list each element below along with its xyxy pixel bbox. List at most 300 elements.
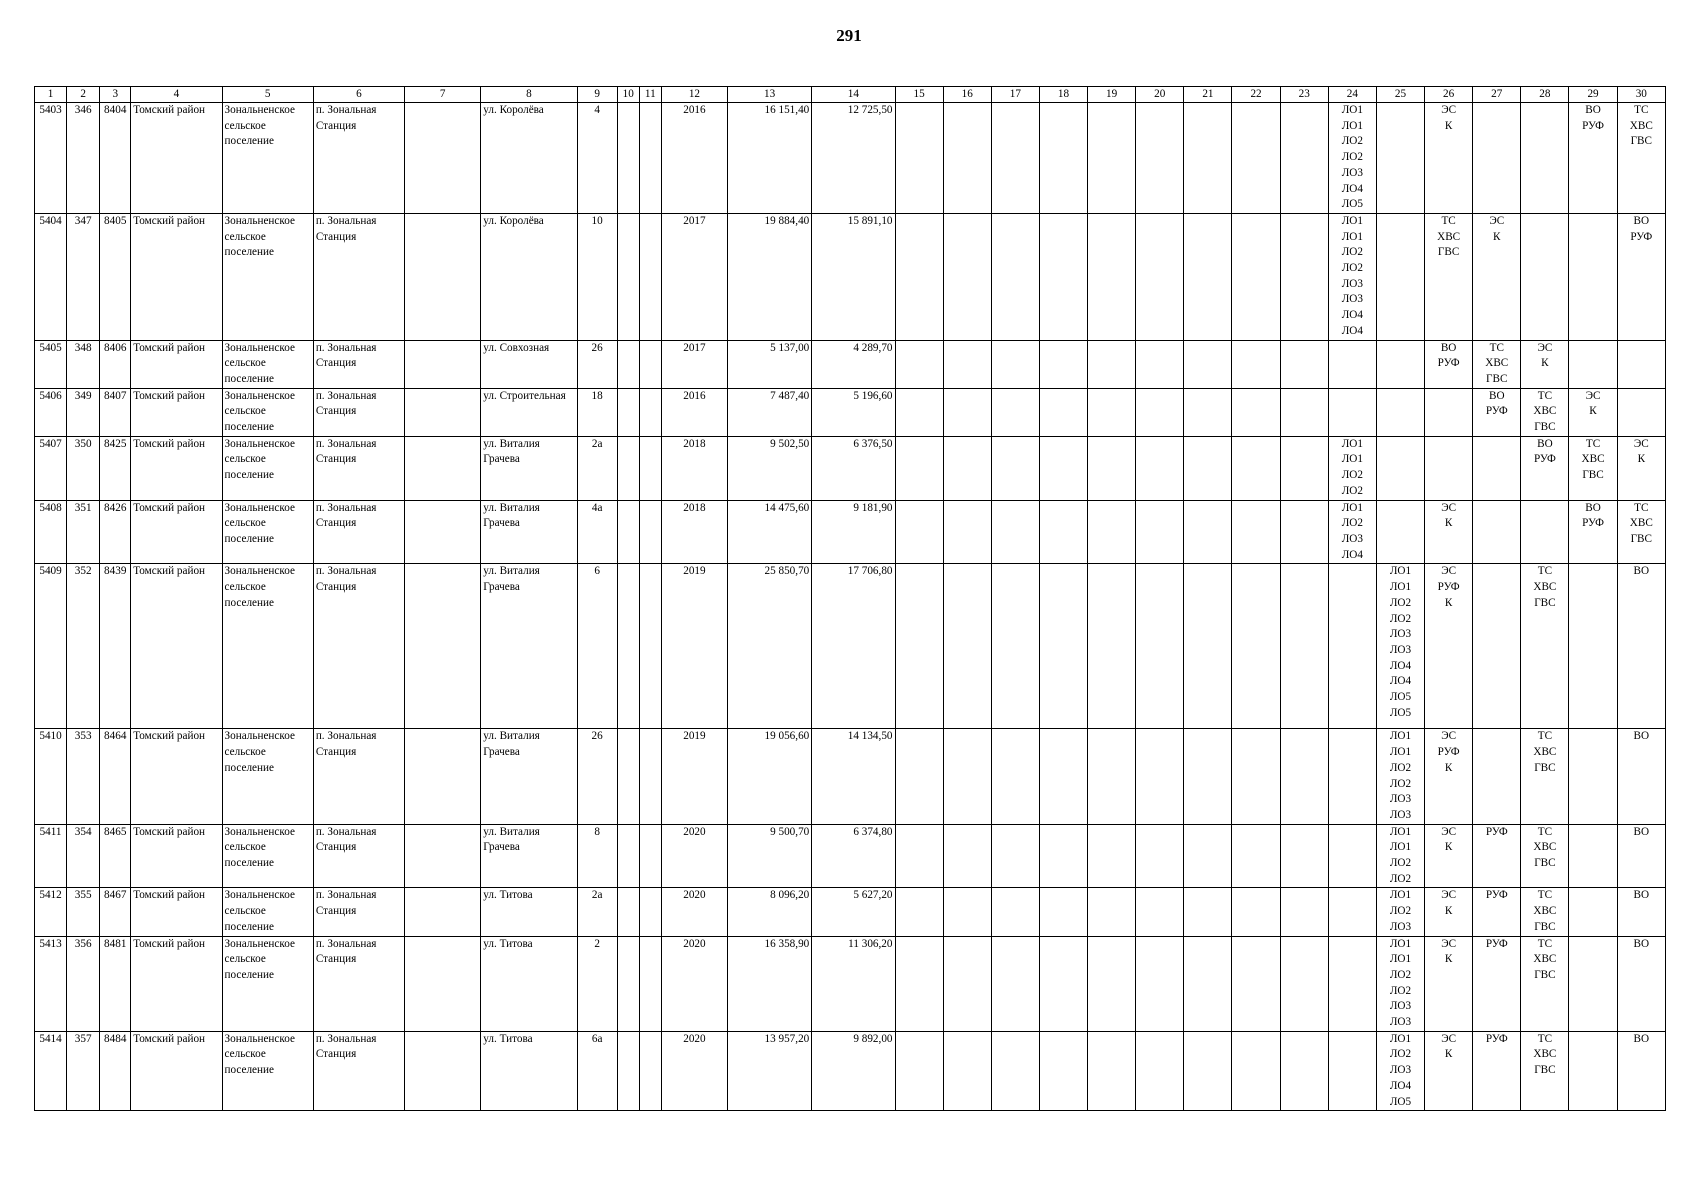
table-cell-col-23	[1280, 213, 1328, 340]
table-cell-col-22	[1232, 500, 1280, 564]
table-cell-col-17	[991, 824, 1039, 888]
table-cell-col-3: 8484	[100, 1031, 131, 1111]
table-cell-col-6: п. Зональная Станция	[313, 729, 404, 824]
table-cell-col-10	[617, 103, 639, 214]
table-cell-col-28	[1521, 103, 1569, 214]
table-cell-col-28: ТС ХВС ГВС	[1521, 729, 1569, 824]
table-cell-col-16	[943, 436, 991, 500]
column-header-17: 17	[991, 87, 1039, 103]
table-cell-col-25: ЛО1 ЛО2 ЛО3 ЛО4 ЛО5	[1376, 1031, 1424, 1111]
table-cell-col-14: 5 627,20	[812, 888, 895, 936]
table-cell-col-20	[1136, 103, 1184, 214]
table-cell-col-18	[1039, 213, 1087, 340]
table-cell-col-19	[1088, 888, 1136, 936]
table-cell-col-4: Томский район	[131, 824, 222, 888]
table-cell-col-7	[405, 888, 481, 936]
table-cell-col-12: 2020	[661, 1031, 727, 1111]
table-cell-col-9: 26	[577, 340, 617, 388]
table-cell-col-16	[943, 340, 991, 388]
table-cell-col-11	[639, 213, 661, 340]
table-cell-col-3: 8481	[100, 936, 131, 1031]
table-row	[35, 888, 1666, 936]
table-cell-col-25: ЛО1 ЛО1 ЛО2 ЛО2 ЛО3 ЛО3 ЛО4 ЛО4 ЛО5 ЛО5	[1376, 564, 1424, 729]
table-cell-col-17	[991, 103, 1039, 214]
table-cell-col-8: ул. Виталия Грачева	[481, 729, 577, 824]
table-cell-col-28: ТС ХВС ГВС	[1521, 564, 1569, 729]
table-cell-col-21	[1184, 936, 1232, 1031]
table-cell-col-20	[1136, 1031, 1184, 1111]
table-cell-col-19	[1088, 213, 1136, 340]
table-cell-col-27: ВО РУФ	[1473, 388, 1521, 436]
table-cell-col-2: 352	[67, 564, 100, 729]
table-cell-col-22	[1232, 824, 1280, 888]
table-cell-col-11	[639, 436, 661, 500]
table-cell-col-12: 2016	[661, 388, 727, 436]
table-cell-col-5: Зональненское сельское поселение	[222, 564, 313, 729]
table-cell-col-27	[1473, 436, 1521, 500]
table-cell-col-7	[405, 564, 481, 729]
table-cell-col-24	[1328, 388, 1376, 436]
table-cell-col-18	[1039, 729, 1087, 824]
table-cell-col-11	[639, 564, 661, 729]
table-cell-col-22	[1232, 388, 1280, 436]
table-cell-col-8: ул. Виталия Грачева	[481, 436, 577, 500]
table-cell-col-1: 5413	[35, 936, 67, 1031]
table-cell-col-5: Зональненское сельское поселение	[222, 103, 313, 214]
column-header-26: 26	[1425, 87, 1473, 103]
table-cell-col-8: ул. Виталия Грачева	[481, 564, 577, 729]
table-cell-col-24: ЛО1 ЛО2 ЛО3 ЛО4	[1328, 500, 1376, 564]
table-row	[35, 388, 1666, 436]
table-cell-col-23	[1280, 388, 1328, 436]
table-cell-col-15	[895, 1031, 943, 1111]
table-cell-col-21	[1184, 340, 1232, 388]
table-cell-col-17	[991, 729, 1039, 824]
table-cell-col-20	[1136, 340, 1184, 388]
table-cell-col-7	[405, 1031, 481, 1111]
table-cell-col-13: 5 137,00	[728, 340, 812, 388]
column-header-15: 15	[895, 87, 943, 103]
table-cell-col-15	[895, 388, 943, 436]
table-cell-col-27: РУФ	[1473, 888, 1521, 936]
column-header-8: 8	[481, 87, 577, 103]
table-cell-col-3: 8404	[100, 103, 131, 214]
column-header-20: 20	[1136, 87, 1184, 103]
column-header-5: 5	[222, 87, 313, 103]
table-cell-col-4: Томский район	[131, 500, 222, 564]
table-cell-col-18	[1039, 103, 1087, 214]
table-cell-col-18	[1039, 500, 1087, 564]
table-cell-col-2: 354	[67, 824, 100, 888]
table-cell-col-22	[1232, 340, 1280, 388]
table-cell-col-17	[991, 888, 1039, 936]
table-cell-col-6: п. Зональная Станция	[313, 1031, 404, 1111]
table-cell-col-1: 5403	[35, 103, 67, 214]
table-cell-col-18	[1039, 340, 1087, 388]
table-cell-col-21	[1184, 729, 1232, 824]
table-cell-col-1: 5412	[35, 888, 67, 936]
table-cell-col-20	[1136, 388, 1184, 436]
table-cell-col-13: 16 358,90	[728, 936, 812, 1031]
table-cell-col-27: ТС ХВС ГВС	[1473, 340, 1521, 388]
table-cell-col-20	[1136, 729, 1184, 824]
column-header-3: 3	[100, 87, 131, 103]
table-cell-col-23	[1280, 729, 1328, 824]
table-cell-col-25	[1376, 213, 1424, 340]
column-header-21: 21	[1184, 87, 1232, 103]
table-cell-col-9: 4	[577, 103, 617, 214]
table-cell-col-13: 7 487,40	[728, 388, 812, 436]
column-header-11: 11	[639, 87, 661, 103]
table-cell-col-18	[1039, 936, 1087, 1031]
table-cell-col-12: 2017	[661, 213, 727, 340]
table-cell-col-9: 8	[577, 824, 617, 888]
table-cell-col-19	[1088, 824, 1136, 888]
table-cell-col-24	[1328, 564, 1376, 729]
table-cell-col-21	[1184, 1031, 1232, 1111]
table-cell-col-10	[617, 213, 639, 340]
table-cell-col-23	[1280, 500, 1328, 564]
column-header-23: 23	[1280, 87, 1328, 103]
table-cell-col-8: ул. Строительная	[481, 388, 577, 436]
table-cell-col-29	[1569, 213, 1617, 340]
table-cell-col-23	[1280, 103, 1328, 214]
table-cell-col-27	[1473, 500, 1521, 564]
table-cell-col-10	[617, 500, 639, 564]
column-header-28: 28	[1521, 87, 1569, 103]
table-cell-col-3: 8407	[100, 388, 131, 436]
table-cell-col-6: п. Зональная Станция	[313, 103, 404, 214]
table-cell-col-27: ЭС К	[1473, 213, 1521, 340]
table-cell-col-17	[991, 436, 1039, 500]
table-cell-col-8: ул. Королёва	[481, 103, 577, 214]
table-cell-col-1: 5408	[35, 500, 67, 564]
table-cell-col-25	[1376, 436, 1424, 500]
table-cell-col-8: ул. Королёва	[481, 213, 577, 340]
table-cell-col-16	[943, 888, 991, 936]
table-cell-col-5: Зональненское сельское поселение	[222, 436, 313, 500]
table-cell-col-20	[1136, 436, 1184, 500]
table-cell-col-17	[991, 936, 1039, 1031]
table-row	[35, 729, 1666, 824]
table-cell-col-13: 9 500,70	[728, 824, 812, 888]
table-cell-col-26: ВО РУФ	[1425, 340, 1473, 388]
column-header-24: 24	[1328, 87, 1376, 103]
table-cell-col-2: 346	[67, 103, 100, 214]
table-cell-col-25: ЛО1 ЛО1 ЛО2 ЛО2	[1376, 824, 1424, 888]
table-cell-col-28	[1521, 213, 1569, 340]
table-cell-col-20	[1136, 824, 1184, 888]
table-cell-col-19	[1088, 340, 1136, 388]
column-header-29: 29	[1569, 87, 1617, 103]
table-row	[35, 564, 1666, 729]
table-cell-col-16	[943, 824, 991, 888]
table-cell-col-30	[1617, 340, 1665, 388]
table-cell-col-30: ВО	[1617, 824, 1665, 888]
table-cell-col-5: Зональненское сельское поселение	[222, 500, 313, 564]
table-cell-col-2: 350	[67, 436, 100, 500]
table-cell-col-16	[943, 729, 991, 824]
table-cell-col-14: 5 196,60	[812, 388, 895, 436]
table-cell-col-11	[639, 888, 661, 936]
table-cell-col-29	[1569, 340, 1617, 388]
table-cell-col-1: 5405	[35, 340, 67, 388]
table-cell-col-30: ТС ХВС ГВС	[1617, 103, 1665, 214]
table-cell-col-14: 14 134,50	[812, 729, 895, 824]
table-cell-col-15	[895, 436, 943, 500]
table-cell-col-22	[1232, 1031, 1280, 1111]
table-cell-col-22	[1232, 213, 1280, 340]
table-cell-col-19	[1088, 936, 1136, 1031]
table-body	[35, 103, 1666, 1111]
table-cell-col-21	[1184, 213, 1232, 340]
table-cell-col-28: ТС ХВС ГВС	[1521, 824, 1569, 888]
table-cell-col-13: 19 056,60	[728, 729, 812, 824]
table-cell-col-3: 8425	[100, 436, 131, 500]
table-cell-col-6: п. Зональная Станция	[313, 824, 404, 888]
table-cell-col-16	[943, 1031, 991, 1111]
table-cell-col-9: 26	[577, 729, 617, 824]
table-cell-col-26: ЭС К	[1425, 103, 1473, 214]
table-cell-col-8: ул. Виталия Грачева	[481, 500, 577, 564]
column-header-10: 10	[617, 87, 639, 103]
table-cell-col-10	[617, 888, 639, 936]
table-cell-col-29	[1569, 824, 1617, 888]
table-cell-col-5: Зональненское сельское поселение	[222, 824, 313, 888]
table-cell-col-25	[1376, 103, 1424, 214]
table-row	[35, 936, 1666, 1031]
table-cell-col-30: ВО	[1617, 888, 1665, 936]
table-cell-col-3: 8467	[100, 888, 131, 936]
table-cell-col-9: 18	[577, 388, 617, 436]
table-cell-col-28: ЭС К	[1521, 340, 1569, 388]
table-cell-col-7	[405, 340, 481, 388]
table-cell-col-5: Зональненское сельское поселение	[222, 340, 313, 388]
table-cell-col-27: РУФ	[1473, 824, 1521, 888]
table-cell-col-4: Томский район	[131, 213, 222, 340]
table-cell-col-24	[1328, 936, 1376, 1031]
table-cell-col-4: Томский район	[131, 436, 222, 500]
column-header-4: 4	[131, 87, 222, 103]
table-cell-col-5: Зональненское сельское поселение	[222, 388, 313, 436]
table-cell-col-2: 349	[67, 388, 100, 436]
table-cell-col-14: 6 374,80	[812, 824, 895, 888]
table-cell-col-2: 353	[67, 729, 100, 824]
table-cell-col-4: Томский район	[131, 564, 222, 729]
table-cell-col-30	[1617, 388, 1665, 436]
table-cell-col-10	[617, 936, 639, 1031]
table-cell-col-26: ТС ХВС ГВС	[1425, 213, 1473, 340]
table-cell-col-18	[1039, 388, 1087, 436]
table-cell-col-23	[1280, 936, 1328, 1031]
table-cell-col-7	[405, 936, 481, 1031]
table-cell-col-9: 10	[577, 213, 617, 340]
table-cell-col-1: 5410	[35, 729, 67, 824]
table-cell-col-10	[617, 388, 639, 436]
table-cell-col-5: Зональненское сельское поселение	[222, 888, 313, 936]
table-cell-col-26: ЭС К	[1425, 824, 1473, 888]
table-cell-col-11	[639, 340, 661, 388]
table-cell-col-24	[1328, 1031, 1376, 1111]
table-cell-col-1: 5414	[35, 1031, 67, 1111]
table-cell-col-13: 25 850,70	[728, 564, 812, 729]
table-cell-col-13: 8 096,20	[728, 888, 812, 936]
table-cell-col-29	[1569, 936, 1617, 1031]
table-cell-col-1: 5411	[35, 824, 67, 888]
table-cell-col-20	[1136, 936, 1184, 1031]
table-cell-col-6: п. Зональная Станция	[313, 436, 404, 500]
table-cell-col-6: п. Зональная Станция	[313, 564, 404, 729]
table-cell-col-23	[1280, 436, 1328, 500]
register-table	[34, 86, 1666, 1111]
table-cell-col-21	[1184, 103, 1232, 214]
table-cell-col-17	[991, 388, 1039, 436]
table-cell-col-18	[1039, 888, 1087, 936]
table-cell-col-3: 8405	[100, 213, 131, 340]
table-cell-col-10	[617, 340, 639, 388]
table-cell-col-27	[1473, 729, 1521, 824]
table-cell-col-3: 8464	[100, 729, 131, 824]
column-header-7: 7	[405, 87, 481, 103]
table-cell-col-12: 2017	[661, 340, 727, 388]
table-cell-col-25	[1376, 500, 1424, 564]
column-header-14: 14	[812, 87, 895, 103]
table-cell-col-14: 4 289,70	[812, 340, 895, 388]
table-cell-col-10	[617, 729, 639, 824]
table-cell-col-14: 17 706,80	[812, 564, 895, 729]
table-cell-col-8: ул. Титова	[481, 936, 577, 1031]
table-cell-col-12: 2020	[661, 888, 727, 936]
table-cell-col-17	[991, 564, 1039, 729]
column-header-2: 2	[67, 87, 100, 103]
table-cell-col-4: Томский район	[131, 1031, 222, 1111]
table-row	[35, 824, 1666, 888]
table-cell-col-12: 2020	[661, 824, 727, 888]
table-cell-col-23	[1280, 340, 1328, 388]
table-cell-col-19	[1088, 436, 1136, 500]
table-cell-col-2: 355	[67, 888, 100, 936]
column-header-13: 13	[728, 87, 812, 103]
table-cell-col-28: ТС ХВС ГВС	[1521, 388, 1569, 436]
table-cell-col-1: 5404	[35, 213, 67, 340]
table-cell-col-24	[1328, 340, 1376, 388]
table-cell-col-25: ЛО1 ЛО1 ЛО2 ЛО2 ЛО3 ЛО3	[1376, 936, 1424, 1031]
table-cell-col-23	[1280, 824, 1328, 888]
table-cell-col-28: ТС ХВС ГВС	[1521, 888, 1569, 936]
table-cell-col-10	[617, 436, 639, 500]
table-cell-col-15	[895, 824, 943, 888]
table-cell-col-19	[1088, 388, 1136, 436]
table-cell-col-10	[617, 1031, 639, 1111]
table-cell-col-30: ВО РУФ	[1617, 213, 1665, 340]
table-cell-col-2: 348	[67, 340, 100, 388]
table-cell-col-14: 9 892,00	[812, 1031, 895, 1111]
table-cell-col-19	[1088, 1031, 1136, 1111]
table-cell-col-29	[1569, 1031, 1617, 1111]
table-cell-col-15	[895, 888, 943, 936]
table-cell-col-29: ВО РУФ	[1569, 103, 1617, 214]
table-cell-col-26: ЭС РУФ К	[1425, 729, 1473, 824]
table-cell-col-21	[1184, 824, 1232, 888]
table-cell-col-2: 357	[67, 1031, 100, 1111]
table-cell-col-30: ЭС К	[1617, 436, 1665, 500]
table-cell-col-7	[405, 500, 481, 564]
table-cell-col-5: Зональненское сельское поселение	[222, 213, 313, 340]
table-cell-col-24	[1328, 888, 1376, 936]
table-cell-col-27	[1473, 564, 1521, 729]
table-cell-col-11	[639, 824, 661, 888]
table-cell-col-6: п. Зональная Станция	[313, 936, 404, 1031]
table-cell-col-24: ЛО1 ЛО1 ЛО2 ЛО2	[1328, 436, 1376, 500]
table-cell-col-26: ЭС К	[1425, 500, 1473, 564]
column-number-row	[35, 87, 1666, 103]
table-cell-col-4: Томский район	[131, 888, 222, 936]
table-cell-col-1: 5409	[35, 564, 67, 729]
table-cell-col-9: 4а	[577, 500, 617, 564]
table-cell-col-18	[1039, 564, 1087, 729]
table-cell-col-23	[1280, 1031, 1328, 1111]
column-header-19: 19	[1088, 87, 1136, 103]
column-header-27: 27	[1473, 87, 1521, 103]
table-cell-col-8: ул. Виталия Грачева	[481, 824, 577, 888]
table-cell-col-21	[1184, 388, 1232, 436]
table-cell-col-14: 15 891,10	[812, 213, 895, 340]
table-cell-col-27: РУФ	[1473, 936, 1521, 1031]
table-cell-col-16	[943, 103, 991, 214]
table-cell-col-28: ТС ХВС ГВС	[1521, 1031, 1569, 1111]
table-cell-col-26: ЭС К	[1425, 936, 1473, 1031]
column-header-16: 16	[943, 87, 991, 103]
table-cell-col-24: ЛО1 ЛО1 ЛО2 ЛО2 ЛО3 ЛО3 ЛО4 ЛО4	[1328, 213, 1376, 340]
table-cell-col-15	[895, 936, 943, 1031]
table-cell-col-6: п. Зональная Станция	[313, 213, 404, 340]
table-cell-col-12: 2020	[661, 936, 727, 1031]
table-cell-col-9: 2а	[577, 888, 617, 936]
table-cell-col-22	[1232, 888, 1280, 936]
table-cell-col-20	[1136, 564, 1184, 729]
table-cell-col-24: ЛО1 ЛО1 ЛО2 ЛО2 ЛО3 ЛО4 ЛО5	[1328, 103, 1376, 214]
column-header-12: 12	[661, 87, 727, 103]
table-cell-col-24	[1328, 824, 1376, 888]
table-cell-col-5: Зональненское сельское поселение	[222, 1031, 313, 1111]
table-cell-col-7	[405, 729, 481, 824]
table-cell-col-5: Зональненское сельское поселение	[222, 936, 313, 1031]
table-cell-col-1: 5406	[35, 388, 67, 436]
column-header-22: 22	[1232, 87, 1280, 103]
table-cell-col-17	[991, 213, 1039, 340]
table-cell-col-8: ул. Титова	[481, 888, 577, 936]
table-cell-col-21	[1184, 888, 1232, 936]
table-cell-col-6: п. Зональная Станция	[313, 888, 404, 936]
table-cell-col-13: 19 884,40	[728, 213, 812, 340]
table-cell-col-29	[1569, 729, 1617, 824]
table-cell-col-9: 2а	[577, 436, 617, 500]
table-cell-col-23	[1280, 564, 1328, 729]
table-cell-col-22	[1232, 564, 1280, 729]
table-cell-col-1: 5407	[35, 436, 67, 500]
table-cell-col-7	[405, 103, 481, 214]
column-header-6: 6	[313, 87, 404, 103]
table-cell-col-12: 2018	[661, 500, 727, 564]
table-row	[35, 340, 1666, 388]
table-cell-col-30: ВО	[1617, 729, 1665, 824]
table-cell-col-4: Томский район	[131, 388, 222, 436]
table-cell-col-6: п. Зональная Станция	[313, 340, 404, 388]
table-cell-col-15	[895, 500, 943, 564]
table-cell-col-29: ВО РУФ	[1569, 500, 1617, 564]
table-cell-col-29	[1569, 564, 1617, 729]
table-cell-col-10	[617, 824, 639, 888]
